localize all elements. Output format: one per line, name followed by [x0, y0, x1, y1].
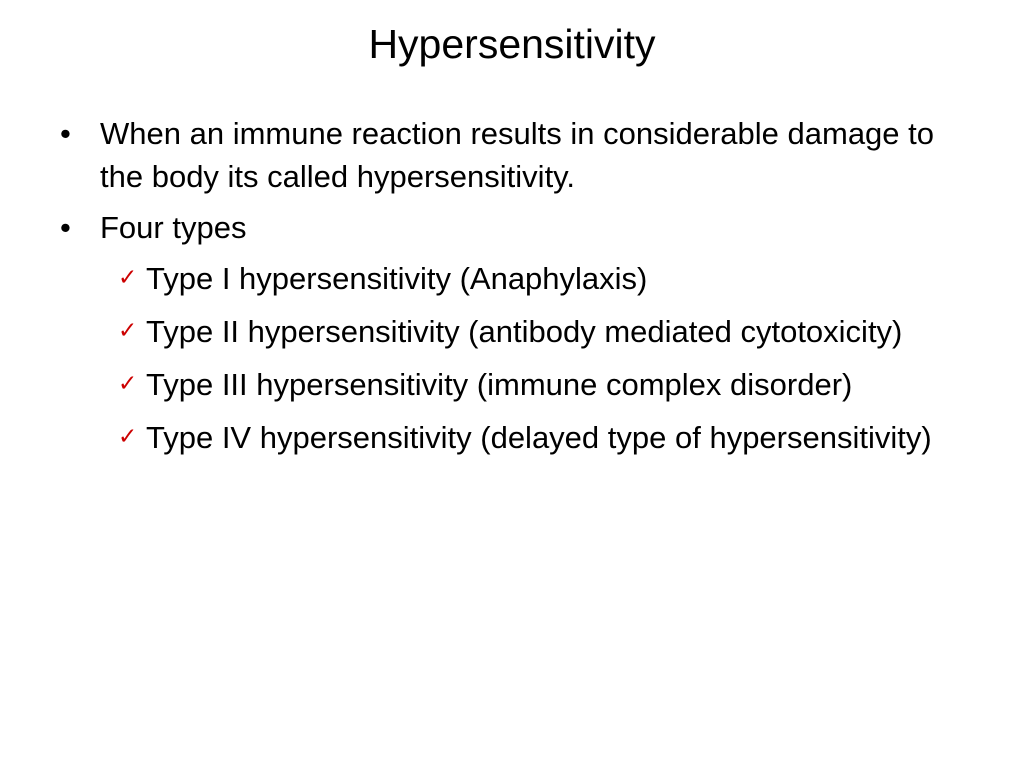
sub-bullet-text: Type IV hypersensitivity (delayed type of hypersensitivity) — [146, 420, 932, 455]
bullet-dot-icon: • — [60, 116, 71, 151]
checkmark-icon: ✓ — [118, 265, 138, 291]
bullet-dot-icon: • — [60, 210, 71, 245]
slide-body — [56, 112, 956, 469]
sub-bullet-item — [56, 363, 956, 406]
bullet-text: Four types — [100, 210, 247, 245]
slide-title: Hypersensitivity — [368, 21, 656, 67]
sub-bullet-text: Type I hypersensitivity (Anaphylaxis) — [146, 261, 648, 296]
sub-bullet-item — [56, 416, 956, 459]
bullet-text: When an immune reaction results in considerable damage to the body its called hypersensitivity. — [100, 116, 935, 194]
bullet-item — [56, 112, 956, 198]
checkmark-icon: ✓ — [118, 424, 138, 450]
checkmark-icon: ✓ — [118, 371, 138, 397]
bullet-item — [56, 206, 956, 249]
checkmark-icon: ✓ — [118, 318, 138, 344]
sub-bullet-item — [56, 310, 956, 353]
sub-bullet-text: Type III hypersensitivity (immune complex disorder) — [146, 367, 853, 402]
sub-bullet-text: Type II hypersensitivity (antibody mediated cytotoxicity) — [146, 314, 903, 349]
sub-bullet-item — [56, 257, 956, 300]
